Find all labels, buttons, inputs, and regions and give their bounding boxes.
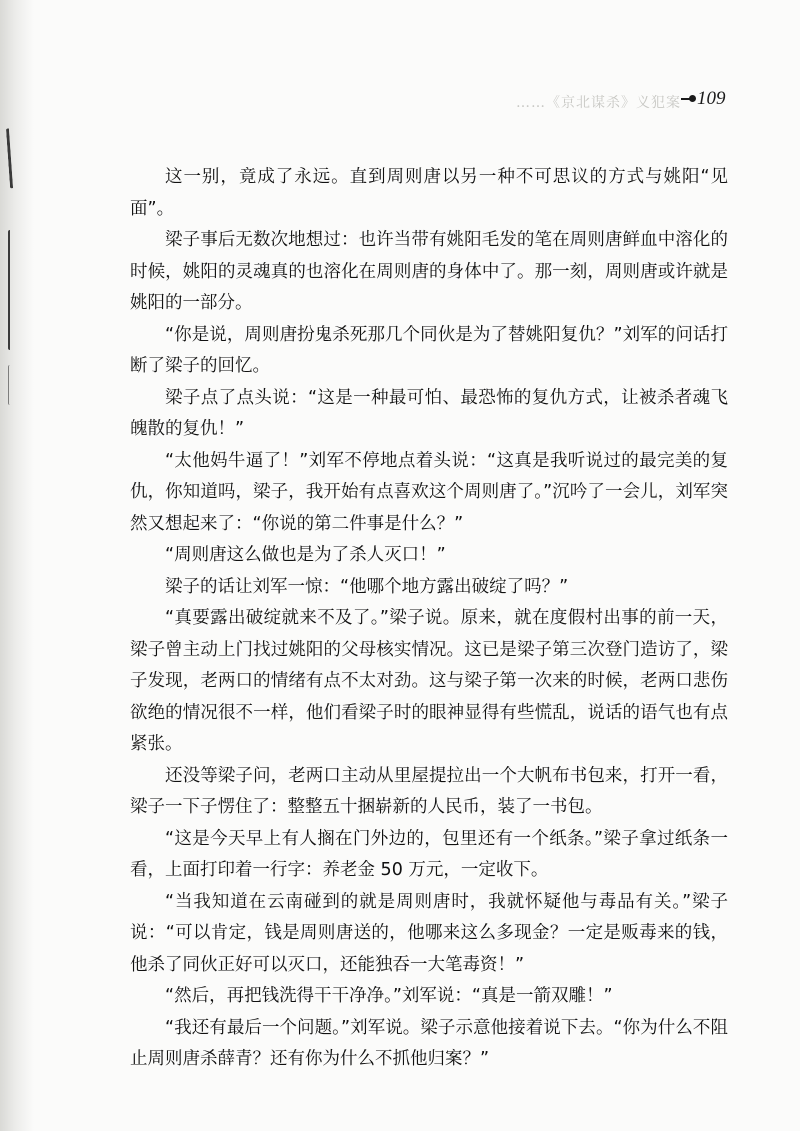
- paragraph: “你是说，周则唐扮鬼杀死那几个同伙是为了替姚阳复仇？”刘军的问话打断了梁子的回忆。: [130, 324, 728, 376]
- body-text: [130, 162, 728, 1076]
- paragraph: “太他妈牛逼了！”刘军不停地点着头说：“这真是我听说过的最完美的复仇，你知道吗，梁子，我开始有点喜欢这个周则唐了。”沉吟了一会儿，刘军突然又想起来了：“你说的第二件事是什么？”: [130, 450, 728, 534]
- page-number: 109: [697, 88, 726, 109]
- paragraph: “这是今天早上有人搁在门外边的，包里还有一个纸条。”梁子拿过纸条一看，上面打印着一行字：养老金 50 万元，一定收下。: [130, 828, 728, 880]
- running-head: ……《京北谋杀》义犯案: [516, 95, 681, 111]
- paragraph: “我还有最后一个问题。”刘军说。梁子示意他接着说下去。“你为什么不阻止周则唐杀薛青？还有你为什么不抓他归案？”: [130, 1017, 728, 1069]
- paragraph: “周则唐这么做也是为了杀人灭口！”: [165, 545, 446, 565]
- binding-mark: [8, 230, 22, 350]
- binding-mark: [8, 365, 21, 405]
- page-number-block: [681, 88, 726, 110]
- paragraph: “然后，再把钱洗得干干净净。”刘军说：“真是一箭双雕！”: [165, 986, 613, 1006]
- paragraph: “当我知道在云南碰到的就是周则唐时，我就怀疑他与毒品有关。”梁子说：“可以肯定，钱是周则唐送的，他哪来这么多现金？一定是贩毒来的钱，他杀了同伙正好可以灭口，还能独吞一大笔毒资！”: [130, 891, 728, 975]
- paragraph: 还没等梁子问，老两口主动从里屋提拉出一个大帆布书包来，打开一看，梁子一下子愣住了：整整五十捆崭新的人民币，装了一书包。: [130, 765, 728, 817]
- paragraph: “真要露出破绽就来不及了。”梁子说。原来，就在度假村出事的前一天，梁子曾主动上门找过姚阳的父母核实情况。这已是梁子第三次登门造访了，梁子发现，老两口的情绪有点不太对劲。这与梁子第一次来的时候，老两口悲伤欲绝的情况很不一样，他们看梁子时的眼神显得有些慌乱，说话的语气也有点紧张。: [130, 608, 728, 754]
- paragraph: 这一别，竟成了永远。直到周则唐以另一种不可思议的方式与姚阳“见面”。: [130, 167, 728, 219]
- paragraph: 梁子点了点头说：“这是一种最可怕、最恐怖的复仇方式，让被杀者魂飞魄散的复仇！”: [130, 387, 728, 439]
- paragraph: 梁子事后无数次地想过：也许当带有姚阳毛发的笔在周则唐鲜血中溶化的时候，姚阳的灵魂真的也溶化在周则唐的身体中了。那一刻，周则唐或许就是姚阳的一部分。: [130, 230, 728, 313]
- paragraph: 梁子的话让刘军一惊：“他哪个地方露出破绽了吗？”: [165, 576, 569, 597]
- page-number-ornament-icon: [681, 98, 693, 100]
